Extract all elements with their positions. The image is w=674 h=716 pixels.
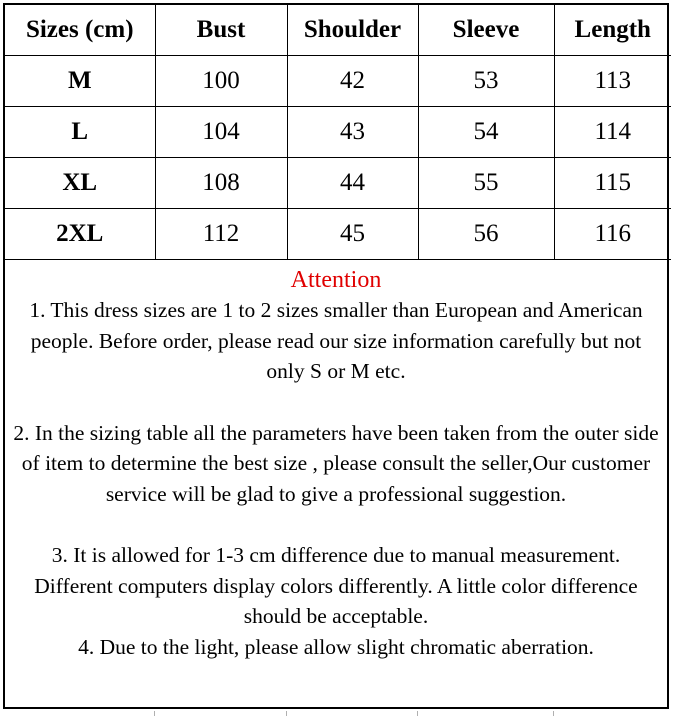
size-cell: XL: [5, 158, 155, 209]
table-row: [5, 158, 671, 209]
header-sleeve: Sleeve: [418, 5, 554, 56]
bust-cell: 108: [155, 158, 287, 209]
header-bust: Bust: [155, 5, 287, 56]
size-cell: M: [5, 56, 155, 107]
sleeve-cell: 54: [418, 107, 554, 158]
header-sizes: Sizes (cm): [5, 5, 155, 56]
size-cell: L: [5, 107, 155, 158]
attention-notes: [5, 260, 667, 662]
table-row: [5, 56, 671, 107]
size-table: [5, 5, 671, 260]
header-length: Length: [554, 5, 671, 56]
table-header-row: [5, 5, 671, 56]
bust-cell: 104: [155, 107, 287, 158]
bust-cell: 100: [155, 56, 287, 107]
size-chart-frame: [3, 3, 669, 709]
attention-title: Attention: [290, 267, 382, 293]
length-cell: 115: [554, 158, 671, 209]
shoulder-cell: 42: [287, 56, 418, 107]
length-cell: 113: [554, 56, 671, 107]
sleeve-cell: 56: [418, 209, 554, 260]
table-row: [5, 209, 671, 260]
shoulder-cell: 44: [287, 158, 418, 209]
shoulder-cell: 43: [287, 107, 418, 158]
table-row: [5, 107, 671, 158]
note-1: 1. This dress sizes are 1 to 2 sizes smaller than European and American people. Before order, please read our size information carefully but not only S or M etc.: [29, 298, 643, 383]
note-4: 4. Due to the light, please allow slight chromatic aberration.: [78, 634, 594, 659]
shoulder-cell: 45: [287, 209, 418, 260]
sleeve-cell: 55: [418, 158, 554, 209]
length-cell: 114: [554, 107, 671, 158]
note-2: 2. In the sizing table all the parameters have been taken from the outer side of item to determine the best size , please consult the seller,Our customer service will be glad to give a professional suggestion.: [13, 420, 659, 506]
length-cell: 116: [554, 209, 671, 260]
bottom-edge-marks: [0, 711, 674, 716]
header-shoulder: Shoulder: [287, 5, 418, 56]
sleeve-cell: 53: [418, 56, 554, 107]
bust-cell: 112: [155, 209, 287, 260]
note-3: 3. It is allowed for 1-3 cm difference due to manual measurement. Different computers display colors differently. A little color difference should be acceptable.: [34, 543, 638, 628]
size-cell: 2XL: [5, 209, 155, 260]
